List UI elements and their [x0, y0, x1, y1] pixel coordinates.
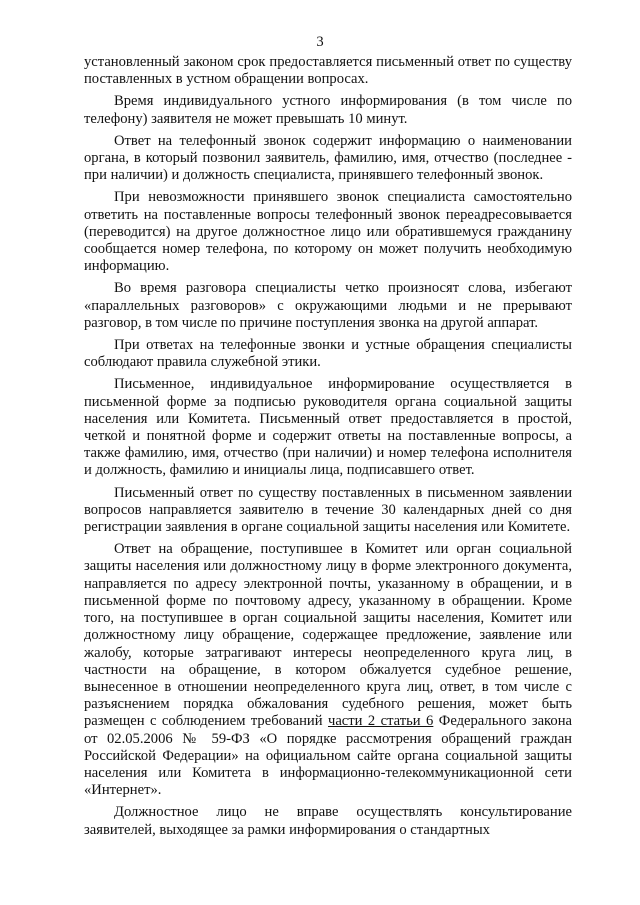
- paragraph: Должностное лицо не вправе осуществлять консультирование заявителей, выходящее за рамки информирования о стандартных: [84, 804, 572, 838]
- paragraph: При ответах на телефонные звонки и устные обращения специалисты соблюдают правила служебной этики.: [84, 337, 572, 371]
- paragraph-text: Ответ на обращение, поступившее в Комитет или орган социальной защиты населения или должностному лицу в форме электронного документа, направляется по адресу электронной почты, указанному в обращении, и в письменной форме по почтовому адресу, указанному в обращении. Кроме того, на поступившее в орган социальной защиты населения, Комитет или должностному лицу обращение, содержащее предложение, заявление или жалобу, которые затрагивают интересы неопределенного круга лиц, в частности на обращение, в котором обжалуется судебное решение, вынесенное в отношении неопределенного круга лиц, ответ, в том числе с разъяснением порядка обжалования судебного решения, может быть размещен с соблюдением требований: [84, 541, 572, 730]
- document-body: [84, 54, 572, 844]
- paragraph: Время индивидуального устного информирования (в том числе по телефону) заявителя не может превышать 10 минут.: [84, 93, 572, 127]
- paragraph: [84, 541, 572, 799]
- paragraph-text: Федерального закона от 02.05.2006 № 59-ФЗ «О порядке рассмотрения обращений граждан Российской Федерации» на официальном сайте органа социальной защиты населения или Комитета в информационно-телекоммуникационной сети «Интернет».: [84, 713, 572, 799]
- paragraph: Ответ на телефонный звонок содержит информацию о наименовании органа, в который позвонил заявитель, фамилию, имя, отчество (последнее - при наличии) и должность специалиста, принявшего телефонный звонок.: [84, 132, 572, 184]
- paragraph: Во время разговора специалисты четко произносят слова, избегают «параллельных разговоров» с окружающими людьми и не прерывают разговор, в том числе по причине поступления звонка на другой аппарат.: [84, 280, 572, 331]
- paragraph: Письменный ответ по существу поставленных в письменном заявлении вопросов направляется заявителю в течение 30 календарных дней со дня регистрации заявления в органе социальной защиты населения или Комитете.: [84, 484, 572, 536]
- law-reference-link[interactable]: части 2 статьи 6: [327, 713, 434, 730]
- paragraph: Письменное, индивидуальное информирование осуществляется в письменной форме за подписью руководителя органа социальной защиты населения или Комитета. Письменный ответ предоставляется в простой, четкой и понятной форме и содержит ответы на поставленные вопросы, а также фамилию, имя, отчество (при наличии) и номер телефона исполнителя и должность, фамилию и инициалы лица, подписавшего ответ.: [84, 376, 572, 479]
- paragraph: При невозможности принявшего звонок специалиста самостоятельно ответить на поставленные вопросы телефонный звонок переадресовывается (переводится) на другое должностное лицо или обратившемуся гражданину сообщается номер телефона, по которому он может получить необходимую информацию.: [84, 189, 572, 275]
- page-number: 3: [316, 34, 324, 50]
- paragraph: установленный законом срок предоставляется письменный ответ по существу поставленных в устном обращении вопросах.: [84, 54, 572, 88]
